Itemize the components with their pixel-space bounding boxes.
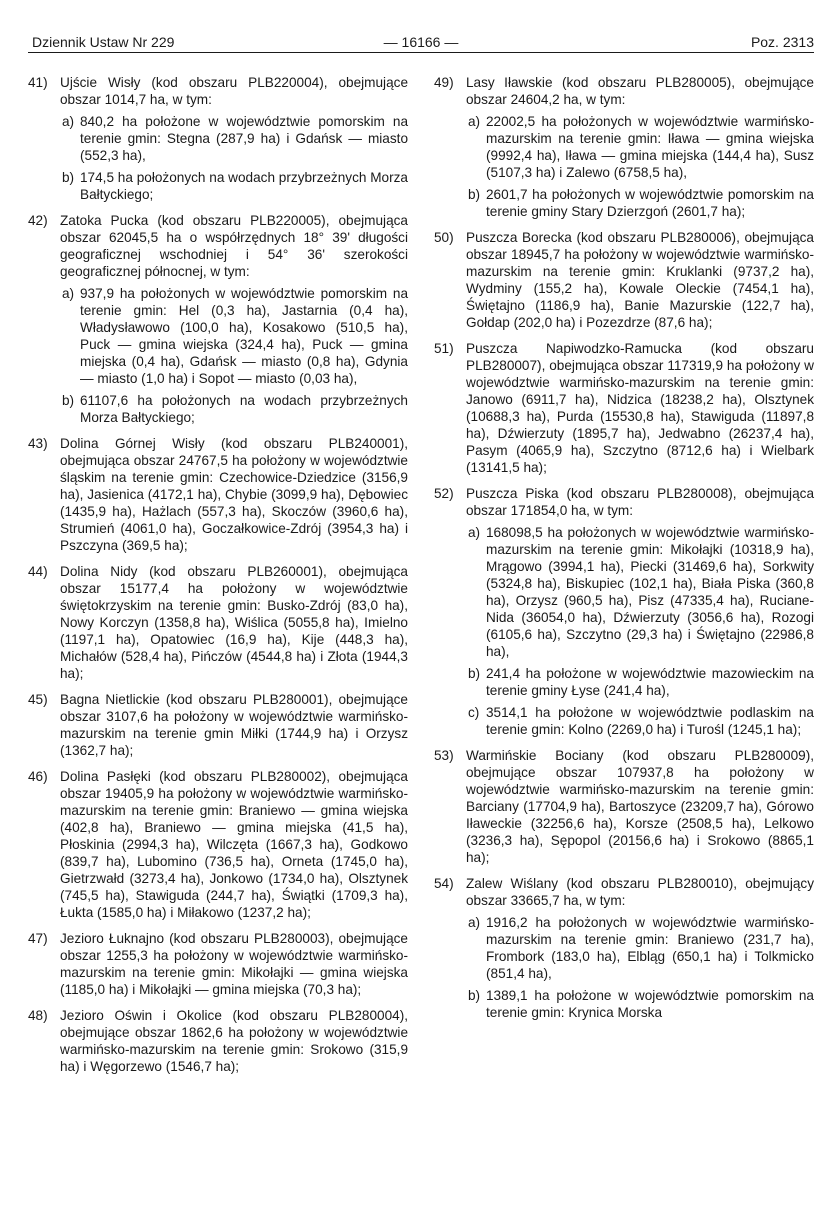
sub-item [28,169,408,203]
item-text: Bagna Nietlickie (kod obszaru PLB280001), obejmujące obszar 3107,6 ha położony w województwie warmińsko-mazurskim na terenie gmin Miłki (1744,9 ha) i Orzysz (1362,7 ha); [60,692,408,758]
item-text: Dolina Górnej Wisły (kod obszaru PLB240001), obejmująca obszar 24767,5 ha położony w województwie śląskim na terenie gmin: Czechowice-Dziedzice (3156,9 ha), Jasienica (4172,1 ha), Chybie (3099,9 ha), Dębowiec (1435,9 ha), Hażlach (557,3 ha), Skoczów (3960,6 ha), Strumień (4061,0 ha), Goczałkowice-Zdrój (3954,3 ha) i Pszczyna (369,5 ha); [60,436,408,553]
list-item [434,485,814,738]
item-text: Zalew Wiślany (kod obszaru PLB280010), obejmujący obszar 33665,7 ha, w tym: [466,876,814,908]
list-item [28,563,408,682]
sub-item-text: 840,2 ha położone w województwie pomorskim na terenie gmin: Stegna (287,9 ha) i Gdańsk — miasto (552,3 ha), [80,114,408,163]
sub-item-text: 22002,5 ha położonych w województwie warmińsko-mazurskim na terenie gmin: Iława — gmina wiejska (9992,4 ha), Iława — gmina miejska (144,4 ha), Susz (5107,3 ha) i Zalewo (6758,5 ha), [486,114,814,180]
sub-item-text: 3514,1 ha położone w województwie podlaskim na terenie gmin: Kolno (2269,0 ha) i Turośl (1245,1 ha); [486,705,814,737]
sub-item-letter: b) [468,988,481,1003]
item-text: Ujście Wisły (kod obszaru PLB220004), obejmujące obszar 1014,7 ha, w tym: [60,75,408,107]
sub-item-text: 174,5 ha położonych na wodach przybrzeżnych Morza Bałtyckiego; [80,170,408,202]
page-header [28,30,814,53]
sub-item-text: 937,9 ha położonych w województwie pomorskim na terenie gmin: Hel (0,3 ha), Jastarnia (0,4 ha), Władysławowo (100,0 ha), Kosakowo (510,5 ha), Puck — gmina wiejska (324,4 ha), Puck — gmina miejska (0,4 ha), Gdańsk — miasto (0,8 ha), Gdynia — miasto (1,0 ha) i Sopot — miasto (0,03 ha), [80,286,408,386]
item-number: 43) [28,436,48,451]
list-item [434,747,814,866]
sub-item-letter: b) [468,666,481,681]
sub-item-text: 1916,2 ha położonych w województwie warmińsko-mazurskim na terenie gmin: Braniewo (231,7 ha), Frombork (183,0 ha), Elbląg (650,1 ha) i Tolkmicko (851,4 ha), [486,915,814,981]
sub-item-letter: b) [62,170,75,185]
item-number: 54) [434,876,454,891]
item-text: Jezioro Oświn i Okolice (kod obszaru PLB280004), obejmujące obszar 1862,6 ha położony w województwie warmińsko-mazurskim na terenie gmin: Srokowo (315,9 ha) i Węgorzewo (1546,7 ha); [60,1008,408,1074]
list-item [434,74,814,220]
item-number: 48) [28,1008,48,1023]
item-number: 50) [434,230,454,245]
list-item [28,768,408,921]
sub-item-letter: b) [468,187,481,202]
document-page [28,30,814,1074]
sub-item [434,914,814,982]
sub-item [434,665,814,699]
sub-item [434,186,814,220]
sub-item-text: 61107,6 ha położonych na wodach przybrzeżnych Morza Bałtyckiego; [80,393,408,425]
sub-item-text: 2601,7 ha położonych w województwie pomorskim na terenie gminy Stary Dzierzgoń (2601,7 ha); [486,187,814,219]
item-text: Zatoka Pucka (kod obszaru PLB220005), obejmująca obszar 62045,5 ha o współrzędnych 18° 39' długości geograficznej wschodniej i 54° 36' szerokości geograficznej północnej, w tym: [60,213,408,279]
item-text: Dolina Pasłęki (kod obszaru PLB280002), obejmująca obszar 19405,9 ha położony w województwie warmińsko-mazurskim na terenie gmin: Braniewo — gmina wiejska (402,8 ha), Braniewo — gmina miejska (41,5 ha), Płoskinia (2994,3 ha), Wilczęta (1667,3 ha), Godkowo (839,7 ha), Lubomino (736,5 ha), Orneta (1745,0 ha), Gietrzwałd (3273,4 ha), Jonkowo (1734,0 ha), Olsztynek (745,5 ha), Stawiguda (244,7 ha), Świątki (1709,3 ha), Łukta (1585,0 ha) i Miłakowo (1237,2 ha); [60,769,408,920]
item-text: Puszcza Piska (kod obszaru PLB280008), obejmująca obszar 171854,0 ha, w tym: [466,486,814,518]
sub-item [434,524,814,660]
item-number: 52) [434,486,454,501]
list-item [434,229,814,331]
list-item [28,1007,408,1075]
list-item [28,930,408,998]
list-item [28,74,408,203]
item-number: 45) [28,692,48,707]
list-item [28,212,408,426]
sub-item-text: 1389,1 ha położone w województwie pomorskim na terenie gmin: Krynica Morska [486,988,814,1020]
sub-item [434,113,814,181]
item-text: Puszcza Borecka (kod obszaru PLB280006), obejmująca obszar 18945,7 ha położony w województwie warmińsko-mazurskim na terenie gmin: Kruklanki (9737,2 ha), Wydminy (155,2 ha), Kowale Oleckie (7454,1 ha), Świętajno (1186,9 ha), Banie Mazurskie (122,7 ha), Gołdap (202,0 ha) i Pozezdrze (87,6 ha); [466,230,814,330]
item-text: Dolina Nidy (kod obszaru PLB260001), obejmująca obszar 15177,4 ha położony w województwie świętokrzyskim na terenie gmin: Busko-Zdrój (83,0 ha), Nowy Korczyn (1358,8 ha), Wiślica (5055,8 ha), Imielno (1197,1 ha), Opatowiec (16,9 ha), Kije (448,3 ha), Michałów (528,4 ha), Pińczów (4544,8 ha) i Złota (1944,3 ha); [60,564,408,681]
sub-item-letter: a) [62,114,75,129]
item-number: 53) [434,748,454,763]
item-number: 42) [28,213,48,228]
list-item [434,875,814,1021]
page-number: — 16166 — [383,34,459,50]
sub-item-text: 241,4 ha położone w województwie mazowieckim na terenie gminy Łyse (241,4 ha), [486,666,814,698]
sub-item-letter: a) [468,525,481,540]
item-number: 47) [28,931,48,946]
list-item [434,340,814,476]
journal-title: Dziennik Ustaw Nr 229 [32,34,175,50]
sub-item-letter: a) [468,114,481,129]
position-number: Poz. 2313 [750,34,814,50]
item-number: 41) [28,75,48,90]
sub-item-letter: a) [468,915,481,930]
sub-item [28,285,408,387]
list-item [28,435,408,554]
sub-item [28,113,408,164]
item-number: 44) [28,564,48,579]
item-number: 51) [434,341,454,356]
list-item [28,691,408,759]
sub-item-text: 168098,5 ha położonych w województwie warmińsko-mazurskim na terenie gmin: Mikołajki (10318,9 ha), Mrągowo (3994,1 ha), Piecki (31469,6 ha), Sorkwity (5324,8 ha), Biskupiec (102,1 ha), Biała Piska (360,8 ha), Orzysz (960,5 ha), Pisz (47335,4 ha), Ruciane-Nida (36054,0 ha), Dźwierzuty (3056,6 ha), Rozogi (6105,6 ha), Szczytno (29,3 ha) i Świętajno (22986,8 ha), [486,525,814,659]
item-text: Puszcza Napiwodzko-Ramucka (kod obszaru PLB280007), obejmująca obszar 117319,9 ha położony w województwie warmińsko-mazurskim na terenie gmin: Janowo (6911,7 ha), Nidzica (18238,2 ha), Olsztynek (10688,3 ha), Purda (15530,8 ha), Stawiguda (11897,8 ha), Dźwierzuty (1895,7 ha), Jedwabno (26237,4 ha), Pasym (4065,9 ha), Szczytno (8712,6 ha) i Wielbark (13141,5 ha); [466,341,814,475]
right-column [434,74,814,1030]
item-text: Jezioro Łuknajno (kod obszaru PLB280003), obejmujące obszar 1255,3 ha położony w województwie warmińsko-mazurskim na terenie gmin: Mikołajki — gmina wiejska (1185,0 ha) i Mikołajki — gmina miejska (70,3 ha); [60,931,408,997]
item-text: Warmińskie Bociany (kod obszaru PLB280009), obejmujące obszar 107937,8 ha położony w województwie warmińsko-mazurskim na terenie gmin: Barciany (17704,9 ha), Bartoszyce (23209,7 ha), Górowo Iławeckie (32256,6 ha), Korsze (2508,5 ha), Lelkowo (3236,3 ha), Sępopol (20156,6 ha) i Srokowo (8865,1 ha); [466,748,814,865]
item-number: 46) [28,769,48,784]
sub-item [434,704,814,738]
left-column [28,74,408,1084]
sub-item [434,987,814,1021]
sub-item-letter: c) [468,705,480,720]
item-text: Lasy Iławskie (kod obszaru PLB280005), obejmujące obszar 24604,2 ha, w tym: [466,75,814,107]
sub-item-letter: a) [62,286,75,301]
sub-item [28,392,408,426]
sub-item-letter: b) [62,393,75,408]
item-number: 49) [434,75,454,90]
